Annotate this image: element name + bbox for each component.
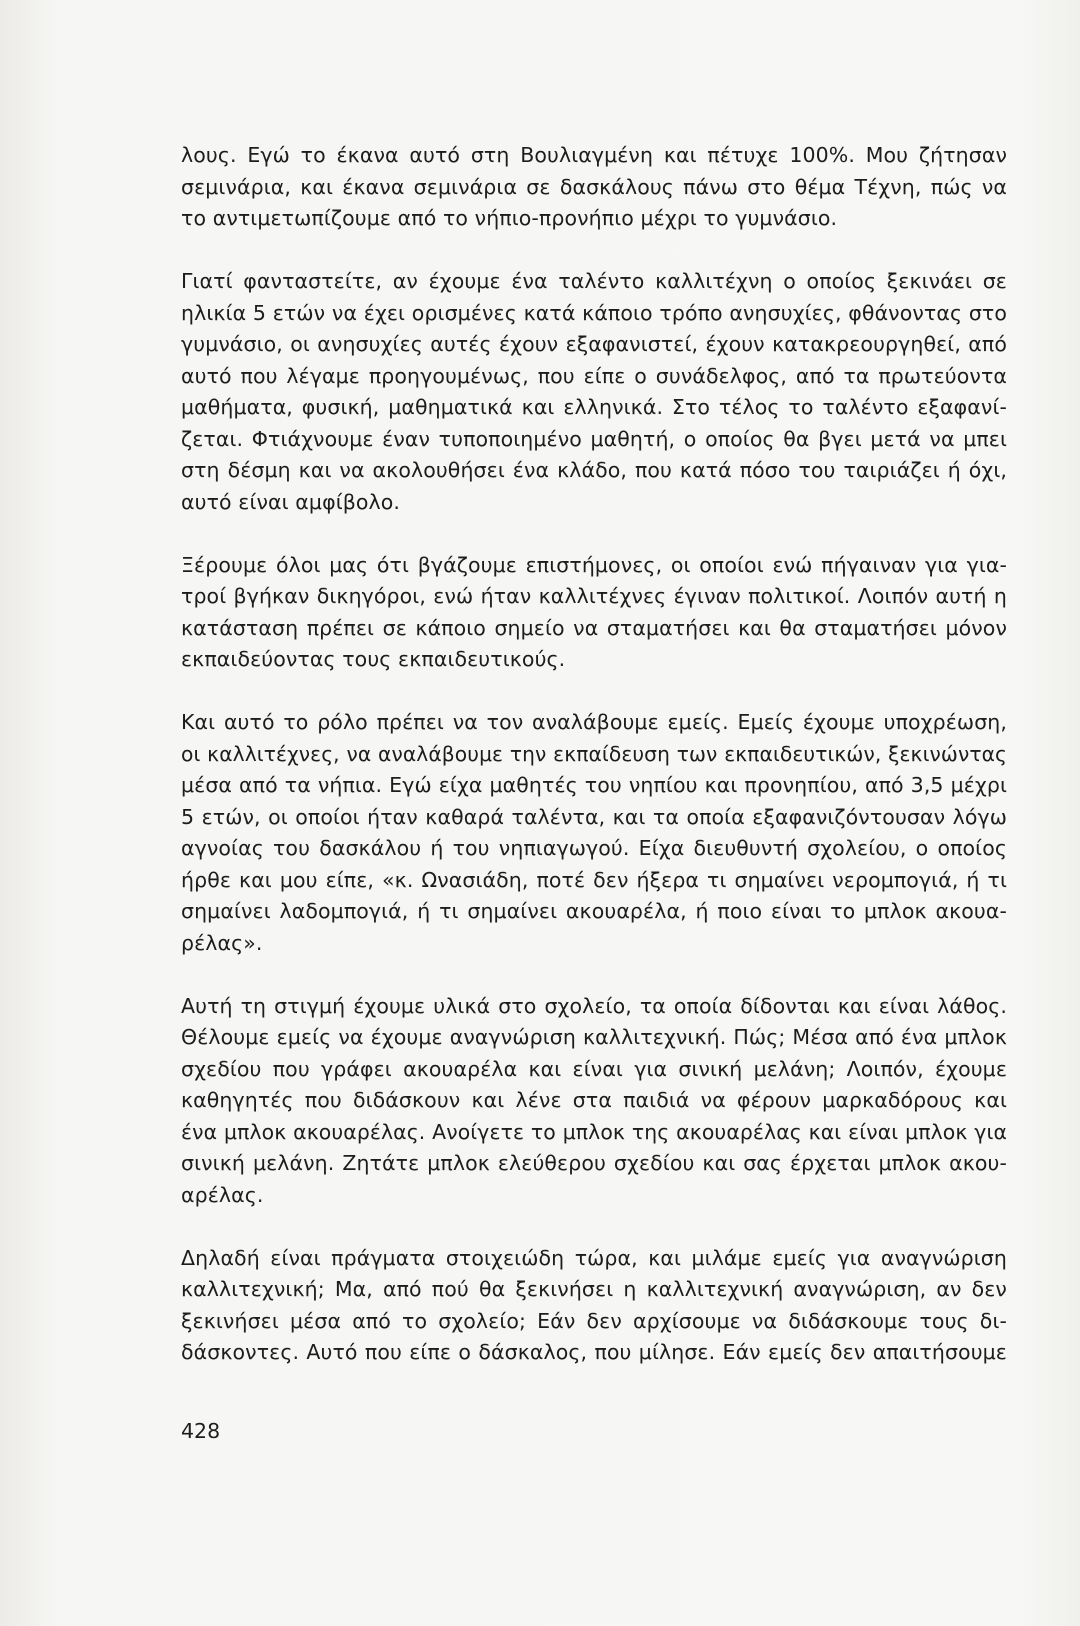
paragraph-spacer — [181, 1211, 1007, 1243]
text-line: δάσκοντες. Αυτό που είπε ο δάσκαλος, που μίλησε. Εάν εμείς δεν απαιτήσουμε — [181, 1340, 1007, 1364]
text-line: σεμινάρια, και έκανα σεμινάρια σε δασκάλους πάνω στο θέμα Τέχνη, πώς να — [181, 174, 1007, 199]
text-line: αρέλας. — [181, 1182, 264, 1207]
text-line: ξεκινήσει μέσα από το σχολείο; Εάν δεν αρχίσουμε να διδάσκουμε τους δι- — [181, 1308, 1007, 1333]
paragraph-6 — [181, 1243, 1007, 1369]
paragraph-spacer — [181, 518, 1007, 550]
text-line: Και αυτό το ρόλο πρέπει να τον αναλάβουμε εμείς. Εμείς έχουμε υποχρέωση, — [181, 710, 1007, 734]
paragraph-1 — [181, 140, 1007, 235]
text-line: ηλικία 5 ετών να έχει ορισμένες κατά κάποιο τρόπο ανησυχίες, φθάνοντας στο — [181, 300, 1007, 325]
paragraph-5 — [181, 991, 1007, 1212]
text-line: σημαίνει λαδομπογιά, ή τι σημαίνει ακουαρέλα, ή ποιο είναι το μπλοκ ακουα- — [181, 899, 1007, 923]
text-line: ένα μπλοκ ακουαρέλας. Ανοίγετε το μπλοκ της ακουαρέλας και είναι μπλοκ για — [181, 1119, 1007, 1144]
text-line: Ξέρουμε όλοι μας ότι βγάζουμε επιστήμονες, οι οποίοι ενώ πήγαιναν για για- — [181, 552, 1007, 577]
text-line: γυμνάσιο, οι ανησυχίες αυτές έχουν εξαφανιστεί, έχουν κατακρεουργηθεί, από — [181, 332, 1007, 356]
paragraph-spacer — [181, 235, 1007, 267]
paragraph-4 — [181, 707, 1007, 959]
text-line: Θέλουμε εμείς να έχουμε αναγνώριση καλλιτεχνική. Πώς; Μέσα από ένα μπλοκ — [181, 1025, 1007, 1049]
text-line: καλλιτεχνική; Μα, από πού θα ξεκινήσει η καλλιτεχνική αναγνώριση, αν δεν — [181, 1277, 1007, 1301]
text-line: Γιατί φανταστείτε, αν έχουμε ένα ταλέντο καλλιτέχνη ο οποίος ξεκινάει σε — [181, 269, 1007, 293]
body-text — [181, 140, 1007, 1369]
text-line: σχεδίου που γράφει ακουαρέλα και είναι για σινική μελάνη; Λοιπόν, έχουμε — [181, 1056, 1007, 1081]
paragraph-spacer — [181, 959, 1007, 991]
paragraph-2 — [181, 266, 1007, 518]
paragraph-spacer — [181, 676, 1007, 708]
text-line: 5 ετών, οι οποίοι ήταν καθαρά ταλέντα, και τα οποία εξαφανιζόντουσαν λόγω — [181, 804, 1007, 829]
text-line: κατάσταση πρέπει σε κάποιο σημείο να σταματήσει και θα σταματήσει μόνον — [181, 615, 1007, 640]
text-line: μέσα από τα νήπια. Εγώ είχα μαθητές του νηπίου και προνηπίου, από 3,5 μέχρι — [181, 773, 1007, 797]
text-line: Δηλαδή είναι πράγματα στοιχειώδη τώρα, και μιλάμε εμείς για αναγνώριση — [181, 1245, 1007, 1270]
text-line: το αντιμετωπίζουμε από το νήπιο-προνήπιο μέχρι το γυμνάσιο. — [181, 206, 838, 230]
page-number: 428 — [181, 1419, 221, 1443]
text-line: ρέλας». — [181, 930, 263, 955]
text-line: ήρθε και μου είπε, «κ. Ωνασιάδη, ποτέ δεν ήξερα τι σημαίνει νερομπογιά, ή τι — [181, 867, 1007, 892]
paragraph-3 — [181, 550, 1007, 676]
text-line: σινική μελάνη. Ζητάτε μπλοκ ελεύθερου σχεδίου και σας έρχεται μπλοκ ακου- — [181, 1151, 1007, 1175]
text-line: λους. Εγώ το έκανα αυτό στη Βουλιαγμένη και πέτυχε 100%. Μου ζήτησαν — [181, 143, 1007, 167]
text-line: εκπαιδεύοντας τους εκπαιδευτικούς. — [181, 647, 566, 671]
text-line: καθηγητές που διδάσκουν και λένε στα παιδιά να φέρουν μαρκαδόρους και — [181, 1088, 1007, 1112]
text-line: αυτό είναι αμφίβολο. — [181, 489, 401, 514]
text-line: Αυτή τη στιγμή έχουμε υλικά στο σχολείο, τα οποία δίδονται και είναι λάθος. — [181, 993, 1007, 1018]
text-line: αγνοίας του δασκάλου ή του νηπιαγωγού. Είχα διευθυντή σχολείου, ο οποίος — [181, 836, 1007, 860]
text-line: αυτό που λέγαμε προηγουμένως, που είπε ο συνάδελφος, από τα πρωτεύοντα — [181, 363, 1007, 388]
text-line: μαθήματα, φυσική, μαθηματικά και ελληνικά. Στο τέλος το ταλέντο εξαφανί- — [181, 395, 1007, 419]
text-line: τροί βγήκαν δικηγόροι, ενώ ήταν καλλιτέχνες έγιναν πολιτικοί. Λοιπόν αυτή η — [181, 584, 1007, 608]
text-line: στη δέσμη και να ακολουθήσει ένα κλάδο, που κατά πόσο του ταιριάζει ή όχι, — [181, 458, 1007, 482]
text-line: ζεται. Φτιάχνουμε έναν τυποποιημένο μαθητή, ο οποίος θα βγει μετά να μπει — [181, 426, 1007, 451]
text-line: οι καλλιτέχνες, να αναλάβουμε την εκπαίδευση των εκπαιδευτικών, ξεκινώντας — [181, 741, 1007, 766]
